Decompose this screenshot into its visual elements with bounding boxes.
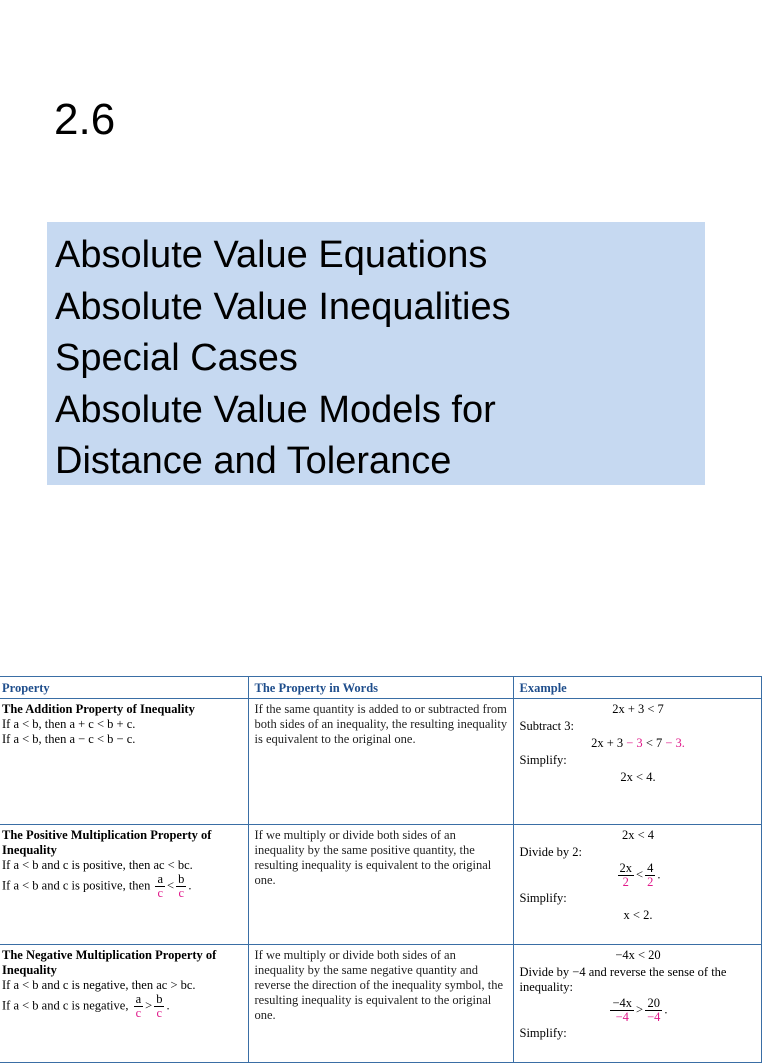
header-property-in-words: The Property in Words xyxy=(248,677,513,699)
topic-line: Absolute Value Models for xyxy=(55,388,496,431)
example-step-label: Subtract 3: xyxy=(519,719,575,733)
topic-line: Absolute Value Equations xyxy=(55,234,488,276)
topic-line: Special Cases xyxy=(55,337,298,379)
example-step-label: Divide by −4 and reverse the sense of the inequality: xyxy=(519,965,727,994)
example-line: 2x < 4 xyxy=(621,828,655,842)
topics-box xyxy=(47,222,705,485)
fraction-denominator: c xyxy=(157,886,164,900)
property-words-cell: If we multiply or divide both sides of an inequality by the same positive quantity, the resulting inequality is equivalent to the original one. xyxy=(248,825,513,945)
example-cell xyxy=(513,699,761,825)
punctuation: . xyxy=(657,867,661,882)
punctuation: . xyxy=(188,878,192,893)
fraction xyxy=(645,997,662,1024)
fraction xyxy=(618,862,635,889)
example-line xyxy=(520,862,757,889)
rule-prefix: If a < b and c is positive, then xyxy=(2,878,151,893)
table-row xyxy=(0,825,761,945)
header-property: Property xyxy=(0,677,248,699)
fraction-denominator: −4 xyxy=(615,1010,629,1024)
example-term: < 7 xyxy=(642,736,666,750)
inequality-properties-table xyxy=(0,676,762,1063)
example-step-label: Divide by 2: xyxy=(519,845,582,859)
fraction xyxy=(155,873,165,900)
punctuation: . xyxy=(664,1002,668,1017)
example-line xyxy=(520,736,757,751)
example-cell xyxy=(513,825,761,945)
property-rule xyxy=(2,873,244,900)
fraction-denominator: c xyxy=(178,886,184,900)
property-words-cell: If we multiply or divide both sides of an inequality by the same negative quantity and reverse the direction of the inequality symbol, the resulting inequality is equivalent to the original one. xyxy=(248,945,513,1063)
fraction xyxy=(176,873,186,900)
fraction-denominator: 2 xyxy=(622,875,629,889)
property-rule: If a < b, then a − c < b − c. xyxy=(2,732,136,746)
example-line: 2x + 3 < 7 xyxy=(612,702,664,716)
example-step-label: Simplify: xyxy=(519,753,567,767)
topic-line: Absolute Value Inequalities xyxy=(55,285,511,328)
example-step-label: Simplify: xyxy=(519,891,567,905)
property-rule: If a < b, then a + c < b + c. xyxy=(2,717,136,731)
table-header-row xyxy=(0,677,761,699)
fraction xyxy=(645,862,655,889)
fraction-numerator: b xyxy=(178,872,185,886)
property-rule: If a < b and c is negative, then ac > bc. xyxy=(2,978,196,992)
property-rule xyxy=(2,993,244,1020)
inequality-symbol: < xyxy=(636,867,644,882)
property-words-cell: If the same quantity is added to or subtracted from both sides of an inequality, the resulting inequality is equivalent to the original one. xyxy=(248,699,513,825)
inequality-symbol: < xyxy=(167,878,175,893)
fraction-numerator: b xyxy=(156,992,163,1006)
property-title: The Positive Multiplication Property of Inequality xyxy=(2,828,212,857)
fraction-numerator: 2x xyxy=(619,861,633,875)
fraction-numerator: a xyxy=(135,992,142,1006)
fraction-denominator: 2 xyxy=(647,875,654,889)
property-cell xyxy=(0,699,248,825)
fraction-numerator: −4x xyxy=(612,996,633,1010)
fraction xyxy=(154,993,164,1020)
topic-line: Distance and Tolerance xyxy=(55,440,452,482)
example-line xyxy=(520,997,757,1024)
fraction-denominator: c xyxy=(135,1006,142,1020)
highlighted-term: − 3 xyxy=(626,736,643,750)
example-step-label: Simplify: xyxy=(519,1026,567,1040)
property-title: The Negative Multiplication Property of Inequality xyxy=(2,948,217,977)
inequality-symbol: > xyxy=(636,1002,644,1017)
highlighted-term: − 3. xyxy=(665,736,685,750)
example-line: x < 2. xyxy=(623,908,653,922)
example-cell xyxy=(513,945,761,1063)
example-term: 2x + 3 xyxy=(591,736,627,750)
property-cell xyxy=(0,825,248,945)
fraction-numerator: a xyxy=(157,872,164,886)
punctuation: . xyxy=(166,998,170,1013)
property-rule: If a < b and c is positive, then ac < bc. xyxy=(2,858,193,872)
table-row xyxy=(0,699,761,825)
fraction-numerator: 4 xyxy=(647,861,654,875)
fraction xyxy=(134,993,144,1020)
fraction xyxy=(610,997,634,1024)
fraction-denominator: −4 xyxy=(647,1010,661,1024)
slide-number: 2.6 xyxy=(54,95,116,144)
example-line: 2x < 4. xyxy=(620,770,656,784)
property-cell xyxy=(0,945,248,1063)
header-example: Example xyxy=(513,677,761,699)
table-row xyxy=(0,945,761,1063)
example-line: −4x < 20 xyxy=(615,948,661,962)
property-title: The Addition Property of Inequality xyxy=(2,702,195,716)
fraction-denominator: c xyxy=(156,1006,163,1020)
inequality-symbol: > xyxy=(145,998,153,1013)
rule-prefix: If a < b and c is negative, xyxy=(2,998,129,1013)
fraction-numerator: 20 xyxy=(645,997,662,1011)
